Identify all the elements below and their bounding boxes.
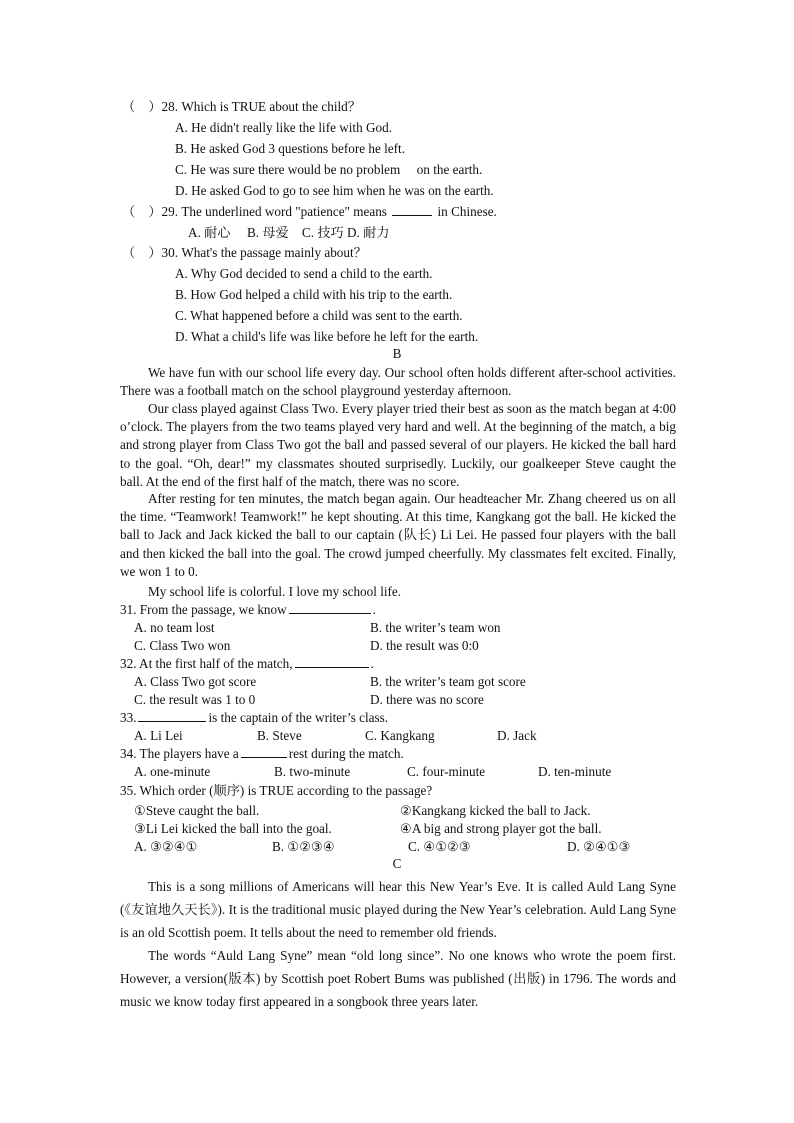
section-b-paragraph-2: Our class played against Class Two. Every player tried their best as soon as the match began at 4:00 o’clock. The players from the two teams played very hard and well. At the beginning of the match, a big and strong player from Class Two got the ball and passed several of our players. He kicked the ball hard to the goal. “Oh, dear!” my classmates shouted surprisedly. Luckily, our goalkeeper Steve caught the ball. At the end of the first half of the match, there was no score. bbox=[120, 401, 676, 489]
q30-option-a: A. Why God decided to send a child to the earth. bbox=[175, 266, 433, 281]
q31-option-b: B. the writer’s team won bbox=[370, 620, 501, 635]
section-b-heading: B bbox=[392, 346, 402, 361]
q28-option-a: A. He didn't really like the life with God. bbox=[175, 120, 392, 135]
q33-option-a: A. Li Lei bbox=[134, 728, 183, 743]
q31-option-c: C. Class Two won bbox=[134, 638, 231, 653]
q32-blank bbox=[295, 655, 369, 668]
q32-option-c: C. the result was 1 to 0 bbox=[134, 692, 256, 707]
q34-option-d: D. ten-minute bbox=[538, 764, 612, 779]
q33-option-d: D. Jack bbox=[497, 728, 537, 743]
q31-blank bbox=[289, 601, 371, 614]
q31-stem-text: 31. From the passage, we know bbox=[120, 602, 287, 617]
q28-option-c: C. He was sure there would be no problem on the earth. bbox=[175, 162, 483, 177]
q33-option-c: C. Kangkang bbox=[365, 728, 435, 743]
q32-stem: 32. At the first half of the match, . bbox=[120, 656, 374, 671]
q29-blank bbox=[392, 203, 432, 216]
q34-option-a: A. one-minute bbox=[134, 764, 211, 779]
q35-option-b: B. ①②③④ bbox=[272, 839, 335, 854]
q30-option-c: C. What happened before a child was sent to the earth. bbox=[175, 308, 463, 323]
q31-stem: 31. From the passage, we know . bbox=[120, 602, 376, 617]
q35-event-4: ④A big and strong player got the ball. bbox=[400, 821, 602, 836]
q33-stem bbox=[120, 709, 388, 727]
q28-option-b: B. He asked God 3 questions before he left. bbox=[175, 141, 405, 156]
q34-blank bbox=[241, 745, 287, 758]
section-c-paragraph-2: The words “Auld Lang Syne” mean “old long since”. No one knows who wrote the poem first. However, a version(版本) by Scottish poet Robert Bums was published (出版) in 1796. The words and music we know today first appeared in a songbook three years later. bbox=[120, 948, 676, 1009]
section-b-paragraph-3: After resting for ten minutes, the match began again. Our headteacher Mr. Zhang cheered us on all the time. “Teamwork! Teamwork!” he kept shouting. At this time, Kangkang got the ball. He kicked the ball to Jack and Jack kicked the ball to our captain (队长) Li Lei. He passed four players with the ball and then kicked the ball into the goal. The crowd jumped cheerfully. My classmates felt excited. Finally, we won 1 to 0. bbox=[120, 491, 676, 579]
q34-stem-before: 34. The players have a bbox=[120, 746, 239, 761]
q33-option-b: B. Steve bbox=[257, 728, 302, 743]
q31-option-d: D. the result was 0:0 bbox=[370, 638, 479, 653]
section-b-paragraph-4: My school life is colorful. I love my school life. bbox=[148, 584, 402, 599]
q30-option-b: B. How God helped a child with his trip to the earth. bbox=[175, 287, 453, 302]
q35-event-1: ①Steve caught the ball. bbox=[134, 803, 260, 818]
q30-option-d: D. What a child's life was like before he left for the earth. bbox=[175, 329, 479, 344]
q32-option-d: D. there was no score bbox=[370, 692, 484, 707]
q32-option-a: A. Class Two got score bbox=[134, 674, 257, 689]
q34-option-c: C. four-minute bbox=[407, 764, 486, 779]
q34-stem-after: rest during the match. bbox=[288, 746, 404, 761]
q28-option-d: D. He asked God to go to see him when he was on the earth. bbox=[175, 183, 494, 198]
q33-stem-text: is the captain of the writer’s class. bbox=[208, 710, 389, 725]
q35-event-2: ②Kangkang kicked the ball to Jack. bbox=[400, 803, 591, 818]
q35-option-c: C. ④①②③ bbox=[408, 839, 471, 854]
q34-option-b: B. two-minute bbox=[274, 764, 351, 779]
q33-number: 33. bbox=[120, 710, 137, 725]
q31-option-a: A. no team lost bbox=[134, 620, 215, 635]
section-c-paragraph-1: This is a song millions of Americans will hear this New Year’s Eve. It is called Auld Lang Syne (《友谊地久天长》). It is the traditional music played during the New Year’s celebration. Auld Lang Syne is an old Scottish poem. It tells about the need to remember old friends. bbox=[120, 879, 676, 940]
q30-stem: （ ）30. What's the passage mainly about？ bbox=[122, 245, 367, 260]
q32-stem-text: 32. At the first half of the match, bbox=[120, 656, 293, 671]
q35-stem: 35. Which order (顺序) is TRUE according to the passage? bbox=[120, 783, 433, 798]
section-c-heading: C bbox=[392, 856, 402, 871]
q29-stem-after: in Chinese. bbox=[437, 204, 497, 219]
q35-option-d: D. ②④①③ bbox=[567, 839, 631, 854]
q35-event-3: ③Li Lei kicked the ball into the goal. bbox=[134, 821, 332, 836]
q32-option-b: B. the writer’s team got score bbox=[370, 674, 526, 689]
q29-stem bbox=[122, 203, 497, 221]
q29-options: A. 耐心 B. 母爱 C. 技巧 D. 耐力 bbox=[188, 225, 390, 240]
q29-stem-before: （ ）29. The underlined word "patience" means bbox=[122, 204, 387, 219]
section-b-paragraph-1: We have fun with our school life every day. Our school often holds different after-school activities. There was a football match on the school playground yesterday afternoon. bbox=[120, 365, 676, 399]
q28-stem: （ ）28. Which is TRUE about the child？ bbox=[122, 99, 361, 114]
q34-stem bbox=[120, 745, 404, 763]
q33-blank bbox=[138, 709, 206, 722]
q35-option-a: A. ③②④① bbox=[134, 839, 198, 854]
